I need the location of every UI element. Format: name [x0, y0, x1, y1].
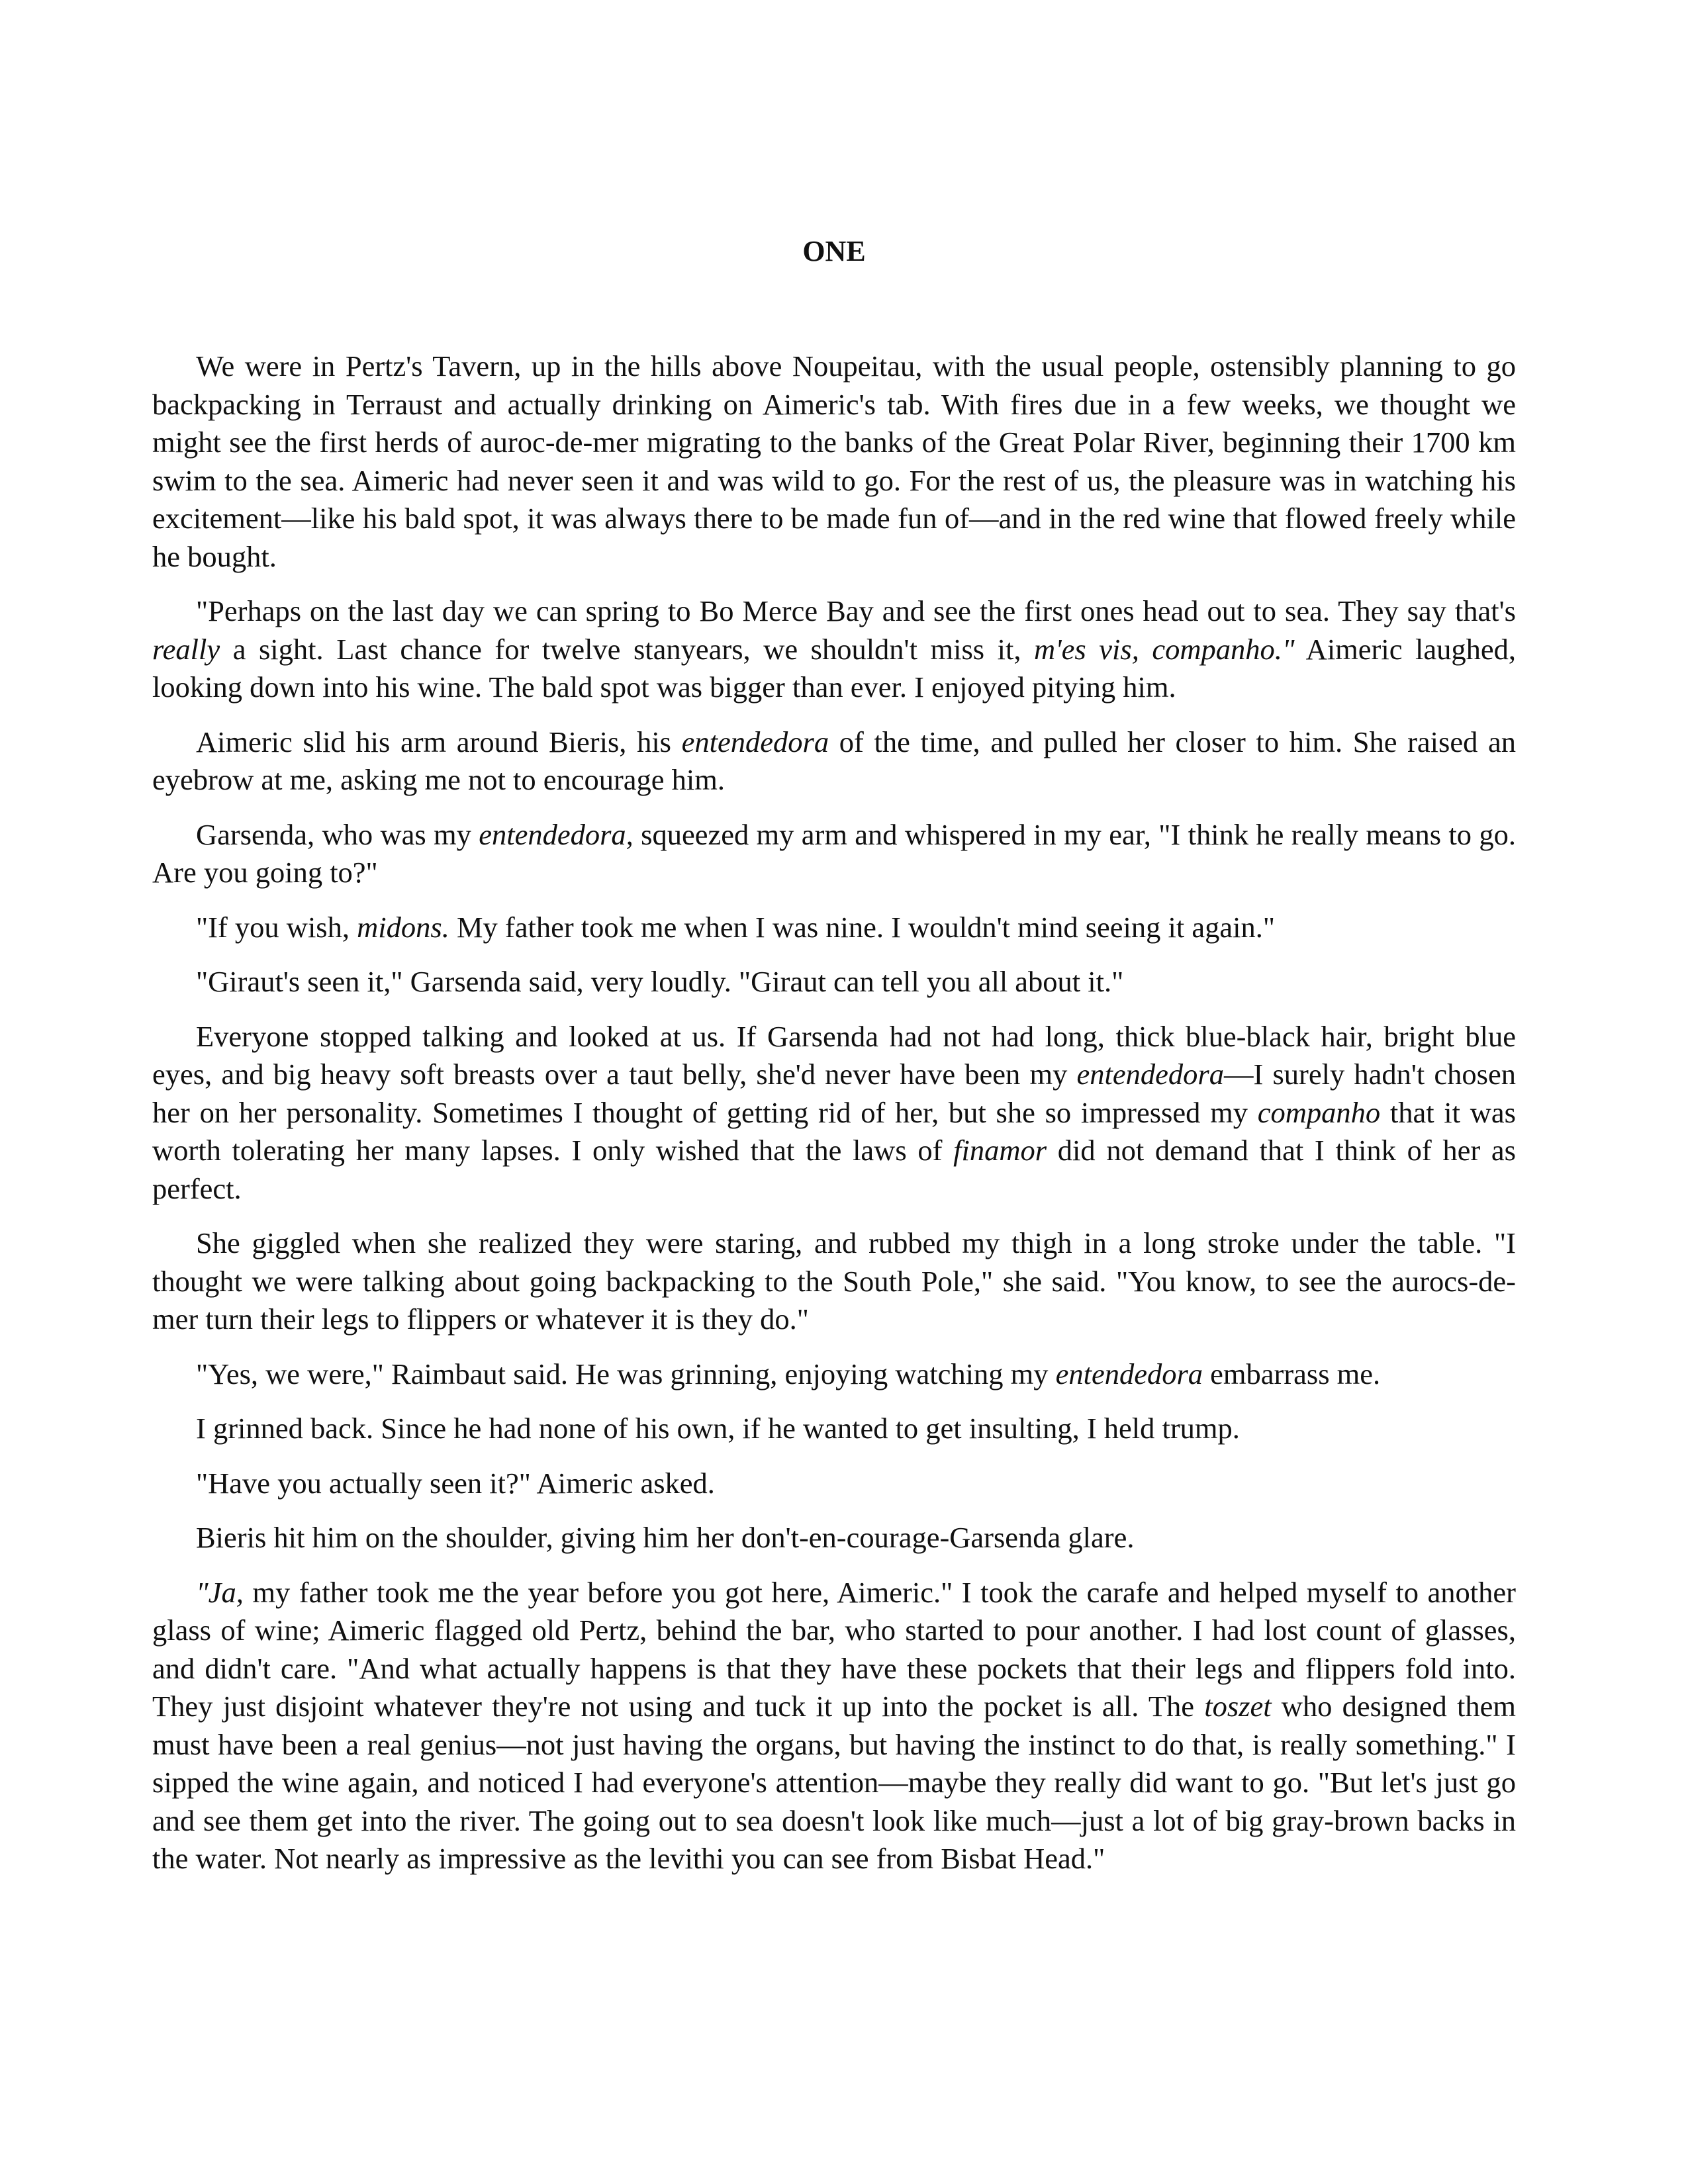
text-run: Everyone stopped talking and looked at us. If Garsenda had not had long, thick blue-black hair, bright blue eyes, and big heavy soft breasts over a taut belly, she'd never have been my [152, 1019, 1516, 1091]
text-run: squeezed my arm and whispered in my ear, "I think he really means to go. Are you going to?" [152, 817, 1517, 889]
italic-run: finamor [953, 1134, 1047, 1167]
paragraph [152, 963, 1516, 1001]
chapter-title: ONE [802, 235, 866, 267]
text-run: did not demand that I think of her as perfect. [152, 1134, 1516, 1205]
italic-run: entendedora [1055, 1357, 1203, 1390]
paragraph [152, 1224, 1516, 1339]
italic-run: entendedora [681, 725, 829, 758]
text-run: that it was worth tolerating her many lapses. I only wished that the laws of [152, 1095, 1516, 1167]
italic-run: midons. [357, 910, 449, 944]
italic-run: really [152, 632, 220, 666]
text-run: Bieris hit him on the shoulder, giving him her don't-en-courage-Garsenda glare. [196, 1521, 1135, 1554]
paragraph [152, 816, 1516, 892]
paragraph [152, 1519, 1516, 1557]
text-run: My father took me when I was nine. I wouldn't mind seeing it again." [449, 910, 1276, 944]
italic-run: toszet [1204, 1690, 1272, 1723]
italic-run: entendedora [1076, 1058, 1224, 1091]
paragraph [152, 1465, 1516, 1503]
paragraph [152, 909, 1516, 947]
body-text [152, 347, 1516, 1878]
text-run: a sight. Last chance for twelve stanyears, we shouldn't miss it, [220, 632, 1035, 666]
text-run: of the time, and pulled her closer to him. She raised an eyebrow at me, asking me not to encourage him. [152, 725, 1517, 796]
text-run: Aimeric slid his arm around Bieris, his [196, 725, 682, 758]
book-page [152, 235, 1516, 1895]
paragraph [152, 1574, 1516, 1878]
text-run: —I surely hadn't chosen her on her personality. Sometimes I thought of getting rid of her, but she so impressed my [152, 1058, 1516, 1129]
paragraph [152, 1355, 1516, 1394]
text-run: "If you wish, [196, 910, 357, 944]
text-run: I grinned back. Since he had none of his own, if he wanted to get insulting, I held trump. [196, 1412, 1240, 1445]
paragraph [152, 347, 1516, 576]
paragraph [152, 1410, 1516, 1448]
text-run: "Perhaps on the last day we can spring to Bo Merce Bay and see the first ones head out to sea. They say that's [196, 594, 1516, 627]
text-run: Garsenda, who was my [196, 817, 479, 851]
text-run: We were in Pertz's Tavern, up in the hills above Noupeitau, with the usual people, ostensibly planning to go backpacking in Terraust and actually drinking on Aimeric's tab. With fires due in a few weeks, we thought we might see the first herds of auroc-de-mer migrating to the banks of the Great Polar River, beginning their 1700 km swim to the sea. Aimeric had never seen it and was wild to go. For the rest of us, the pleasure was in watching his excitement—like his bald spot, it was always there to be made fun of—and in the red wine that flowed freely while he bought. [152, 349, 1516, 573]
italic-run: entendedora, [479, 817, 633, 851]
text-run: She giggled when she realized they were staring, and rubbed my thigh in a long stroke under the table. "I thought we were talking about going backpacking to the South Pole," she said. "You know, to see the aurocs-de-mer turn their legs to flippers or whatever it is they do." [152, 1226, 1516, 1336]
italic-run: "Ja, [196, 1575, 244, 1609]
text-run: my father took me the year before you got here, Aimeric." I took the carafe and helped myself to another glass of wine; Aimeric flagged old Pertz, behind the bar, who started to pour another. I had lost count of glasses, and didn't care. "And what actually happens is that they have these pockets that their legs and flippers fold into. They just disjoint whatever they're not using and tuck it up into the pocket is all. The [152, 1575, 1516, 1723]
text-run: "Yes, we were," Raimbaut said. He was grinning, enjoying watching my [196, 1357, 1056, 1390]
text-run: Aimeric laughed, looking down into his wine. The bald spot was bigger than ever. I enjoyed pitying him. [152, 632, 1517, 704]
italic-run: m'es vis, companho." [1034, 632, 1295, 666]
text-run: "Giraut's seen it," Garsenda said, very loudly. "Giraut can tell you all about it." [196, 965, 1124, 998]
text-run: who designed them must have been a real genius—not just having the organs, but having the instinct to do that, is really something." I sipped the wine again, and noticed I had everyone's attention—maybe they really did want to go. "But let's just go and see them get into the river. The going out to sea doesn't look like much—just a lot of big gray-brown backs in the water. Not nearly as impressive as the levithi you can see from Bisbat Head." [152, 1690, 1516, 1875]
text-run: "Have you actually seen it?" Aimeric asked. [196, 1466, 715, 1500]
text-run: embarrass me. [1203, 1357, 1381, 1390]
paragraph [152, 592, 1516, 707]
paragraph [152, 723, 1516, 799]
paragraph [152, 1018, 1516, 1208]
italic-run: companho [1257, 1095, 1381, 1129]
